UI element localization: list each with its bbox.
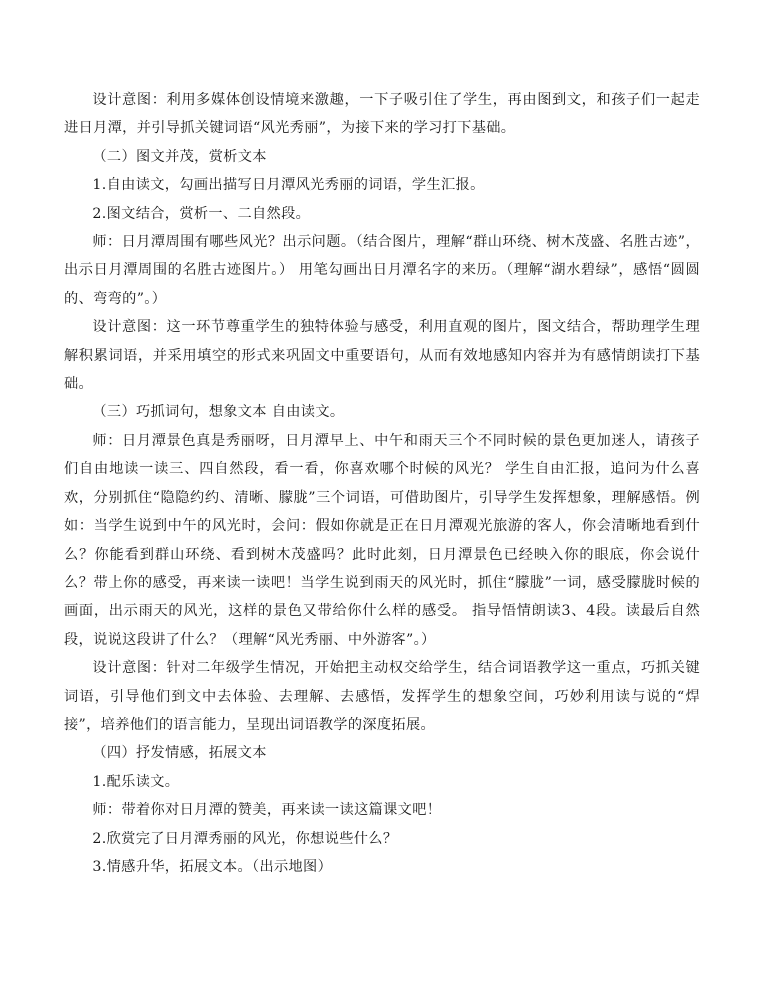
- step-2-paragraph: 2.图文结合，赏析一、二自然段。: [92, 205, 311, 222]
- step-extension: 3.情感升华，拓展文本。（出示地图）: [92, 858, 333, 875]
- design-intent-paragraph-1: 设计意图：利用多媒体创设情境来激趣，一下子吸引住了学生，再由图到文，和孩子们一起走进日月潭，并引导抓关键词语“风光秀丽”，为接下来的学习打下基础。: [64, 92, 700, 137]
- design-intent-paragraph-2: 设计意图：这一环节尊重学生的独特体验与感受，利用直观的图片，图文结合，帮助理学生理解积累词语，并采用填空的形式来巩固文中重要语句，从而有效地感知内容并为有感情朗读打下基础。: [64, 319, 700, 393]
- step-reflection: 2.欣赏完了日月潭秀丽的风光，你想说些什么？: [92, 830, 398, 847]
- step-music-reading: 1.配乐读文。: [92, 773, 180, 790]
- teacher-question-paragraph-1: 师：日月潭周围有哪些风光？出示问题。（结合图片，理解“群山环绕、树木茂盛、名胜古迹”，出示日月潭周围的名胜古迹图片。） 用笔勾画出日月潭名字的来历。（理解“湖水碧绿”，感悟“圆圆的、弯弯的”。）: [64, 234, 700, 307]
- teacher-prompt-paragraph: 师：带着你对日月潭的赞美，再来读一读这篇课文吧！: [92, 802, 442, 819]
- section-heading-2: （二）图文并茂，赏析文本: [92, 148, 267, 165]
- section-heading-3: （三）巧抓词句，想象文本 自由读文。: [92, 404, 345, 421]
- teacher-question-paragraph-2: 师：日月潭景色真是秀丽呀，日月潭早上、中午和雨天三个不同时候的景色更加迷人，请孩子们自由地读一读三、四自然段，看一看，你喜欢哪个时候的风光？ 学生自由汇报，追问为什么喜欢，分别抓住“隐隐约约、清晰、朦胧”三个词语，可借助图片，引导学生发挥想象，理解感悟。例如：当学生说到中午的风光时，会问：假如你就是正在日月潭观光旅游的客人，你会清晰地看到什么？你能看到群山环绕、看到树木茂盛吗？此时此刻，日月潭景色已经映入你的眼底，你会说什么？带上你的感受，再来读一读吧！当学生说到雨天的风光时，抓住“朦胧”一词，感受朦胧时候的画面，出示雨天的风光，这样的景色又带给你什么样的感受。 指导悟情朗读3、4段。读最后自然段，说说这段讲了什么？（理解“风光秀丽、中外游客”。）: [64, 432, 700, 648]
- design-intent-paragraph-3: 设计意图：针对二年级学生情况，开始把主动权交给学生，结合词语教学这一重点，巧抓关键词语，引导他们到文中去体验、去理解、去感悟，发挥学生的想象空间，巧妙利用读与说的“焊接”，培养他们的语言能力，呈现出词语教学的深度拓展。: [64, 660, 700, 733]
- section-heading-4: （四）抒发情感，拓展文本: [92, 745, 267, 762]
- step-1-paragraph: 1.自由读文，勾画出描写日月潭风光秀丽的词语，学生汇报。: [92, 177, 485, 194]
- document-body: [64, 86, 700, 881]
